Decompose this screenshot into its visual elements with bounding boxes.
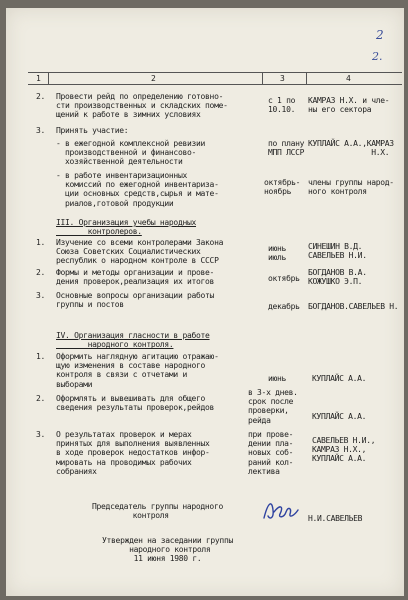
item-number: 2. xyxy=(36,268,46,277)
item-text: Провести рейд по определению готовно- сти производственных и складских поме- щений к работе в зимних условиях xyxy=(56,92,228,120)
item-subtext: - в работе инвентаризационных комиссий по ежегодной инвентариза- ции основных средств,сырья и мате- риалов,готовой продукции xyxy=(56,171,219,208)
item-text: Изучение со всеми контролерами Закона Союза Советских Социалистических республик о народном контроле в СССР xyxy=(56,238,224,266)
item-responsible: САВЕЛЬЕВ Н.И., КАМРАЗ Н.Х., КУПЛАЙС А.А. xyxy=(312,436,376,464)
column-divider xyxy=(48,72,49,85)
item-date: июнь июль xyxy=(268,244,287,263)
item-date: декабрь xyxy=(268,302,300,311)
item-date: по плану МПП ЛССР xyxy=(268,139,305,158)
item-date: с 1 по 10.10. xyxy=(268,96,296,115)
item-number: 3. xyxy=(36,430,46,439)
page-number-secondary: 2. xyxy=(372,50,383,63)
item-number: 3. xyxy=(36,126,46,135)
item-subtext: - в ежегодной комплексной ревизии производственной и финансово- хозяйственной деятельности xyxy=(56,139,206,167)
column-divider xyxy=(262,72,263,85)
item-responsible: БОГДАНОВ.САВЕЛЬЕВ Н. xyxy=(308,302,399,311)
header-top-rule xyxy=(28,72,402,73)
item-number: 2. xyxy=(36,394,46,403)
section-heading: III. Организация учебы народных контролеров. xyxy=(56,218,197,237)
item-responsible: БОГДАНОВ В.А. КОЖУШКО Э.П. xyxy=(308,268,367,287)
item-date: октябрь- ноябрь xyxy=(264,178,301,197)
header-bottom-rule xyxy=(28,84,402,85)
item-text: Принять участие: xyxy=(56,126,129,135)
item-date: октябрь xyxy=(268,274,300,283)
item-number: 1. xyxy=(36,352,46,361)
column-divider xyxy=(306,72,307,85)
item-date: при прове- дении пла- новых соб- раний кол- лектива xyxy=(248,430,294,476)
item-responsible: КАМРАЗ Н.Х. и чле- ны его сектора xyxy=(308,96,390,115)
column-number-1: 1 xyxy=(36,74,41,83)
column-number-2: 2 xyxy=(151,74,156,83)
item-responsible: КУПЛАЙС А.А. xyxy=(312,412,367,421)
item-number: 1. xyxy=(36,238,46,247)
item-date: июнь xyxy=(268,374,287,383)
item-responsible: СИНЕШИН В.Д. САВЕЛЬЕВ Н.И. xyxy=(308,242,367,261)
item-responsible: КУПЛАЙС А.А.,КАМРАЗ Н.Х. xyxy=(308,139,394,158)
column-number-3: 3 xyxy=(280,74,285,83)
item-number: 2. xyxy=(36,92,46,101)
item-date: в 3-х днев. срок после проверки, рейда xyxy=(248,388,298,425)
item-text: Основные вопросы организации работы группы и постов xyxy=(56,291,215,310)
column-number-4: 4 xyxy=(346,74,351,83)
item-text: Оформить наглядную агитацию отражаю- щую изменения в составе народного контроля в связи с отчетами и выборами xyxy=(56,352,219,389)
item-text: Формы и методы организации и прове- дения проверок,реализация их итогов xyxy=(56,268,215,287)
item-text: О результатах проверок и мерах принятых для выполнения выявленных в ходе проверок недостатков инфор- мировать на проводимых рабочих собраниях xyxy=(56,430,210,476)
section-heading: IV. Организация гласности в работе народного контроля. xyxy=(56,331,210,350)
signature-name: Н.И.САВЕЛЬЕВ xyxy=(308,514,363,523)
item-text: Оформлять и вывешивать для общего сведения результаты проверок,рейдов xyxy=(56,394,215,413)
signature-role: Председатель группы народного контроля xyxy=(92,502,223,521)
approval-note: Утвержден на заседании группы народного контроля 11 июня 1980 г. xyxy=(102,536,233,564)
document-page xyxy=(6,8,404,596)
handwritten-signature xyxy=(258,496,302,526)
item-responsible: КУПЛАЙС А.А. xyxy=(312,374,367,383)
item-number: 3. xyxy=(36,291,46,300)
page-number-handwritten: 2 xyxy=(376,28,384,42)
item-responsible: члены группы народ- ного контроля xyxy=(308,178,394,197)
